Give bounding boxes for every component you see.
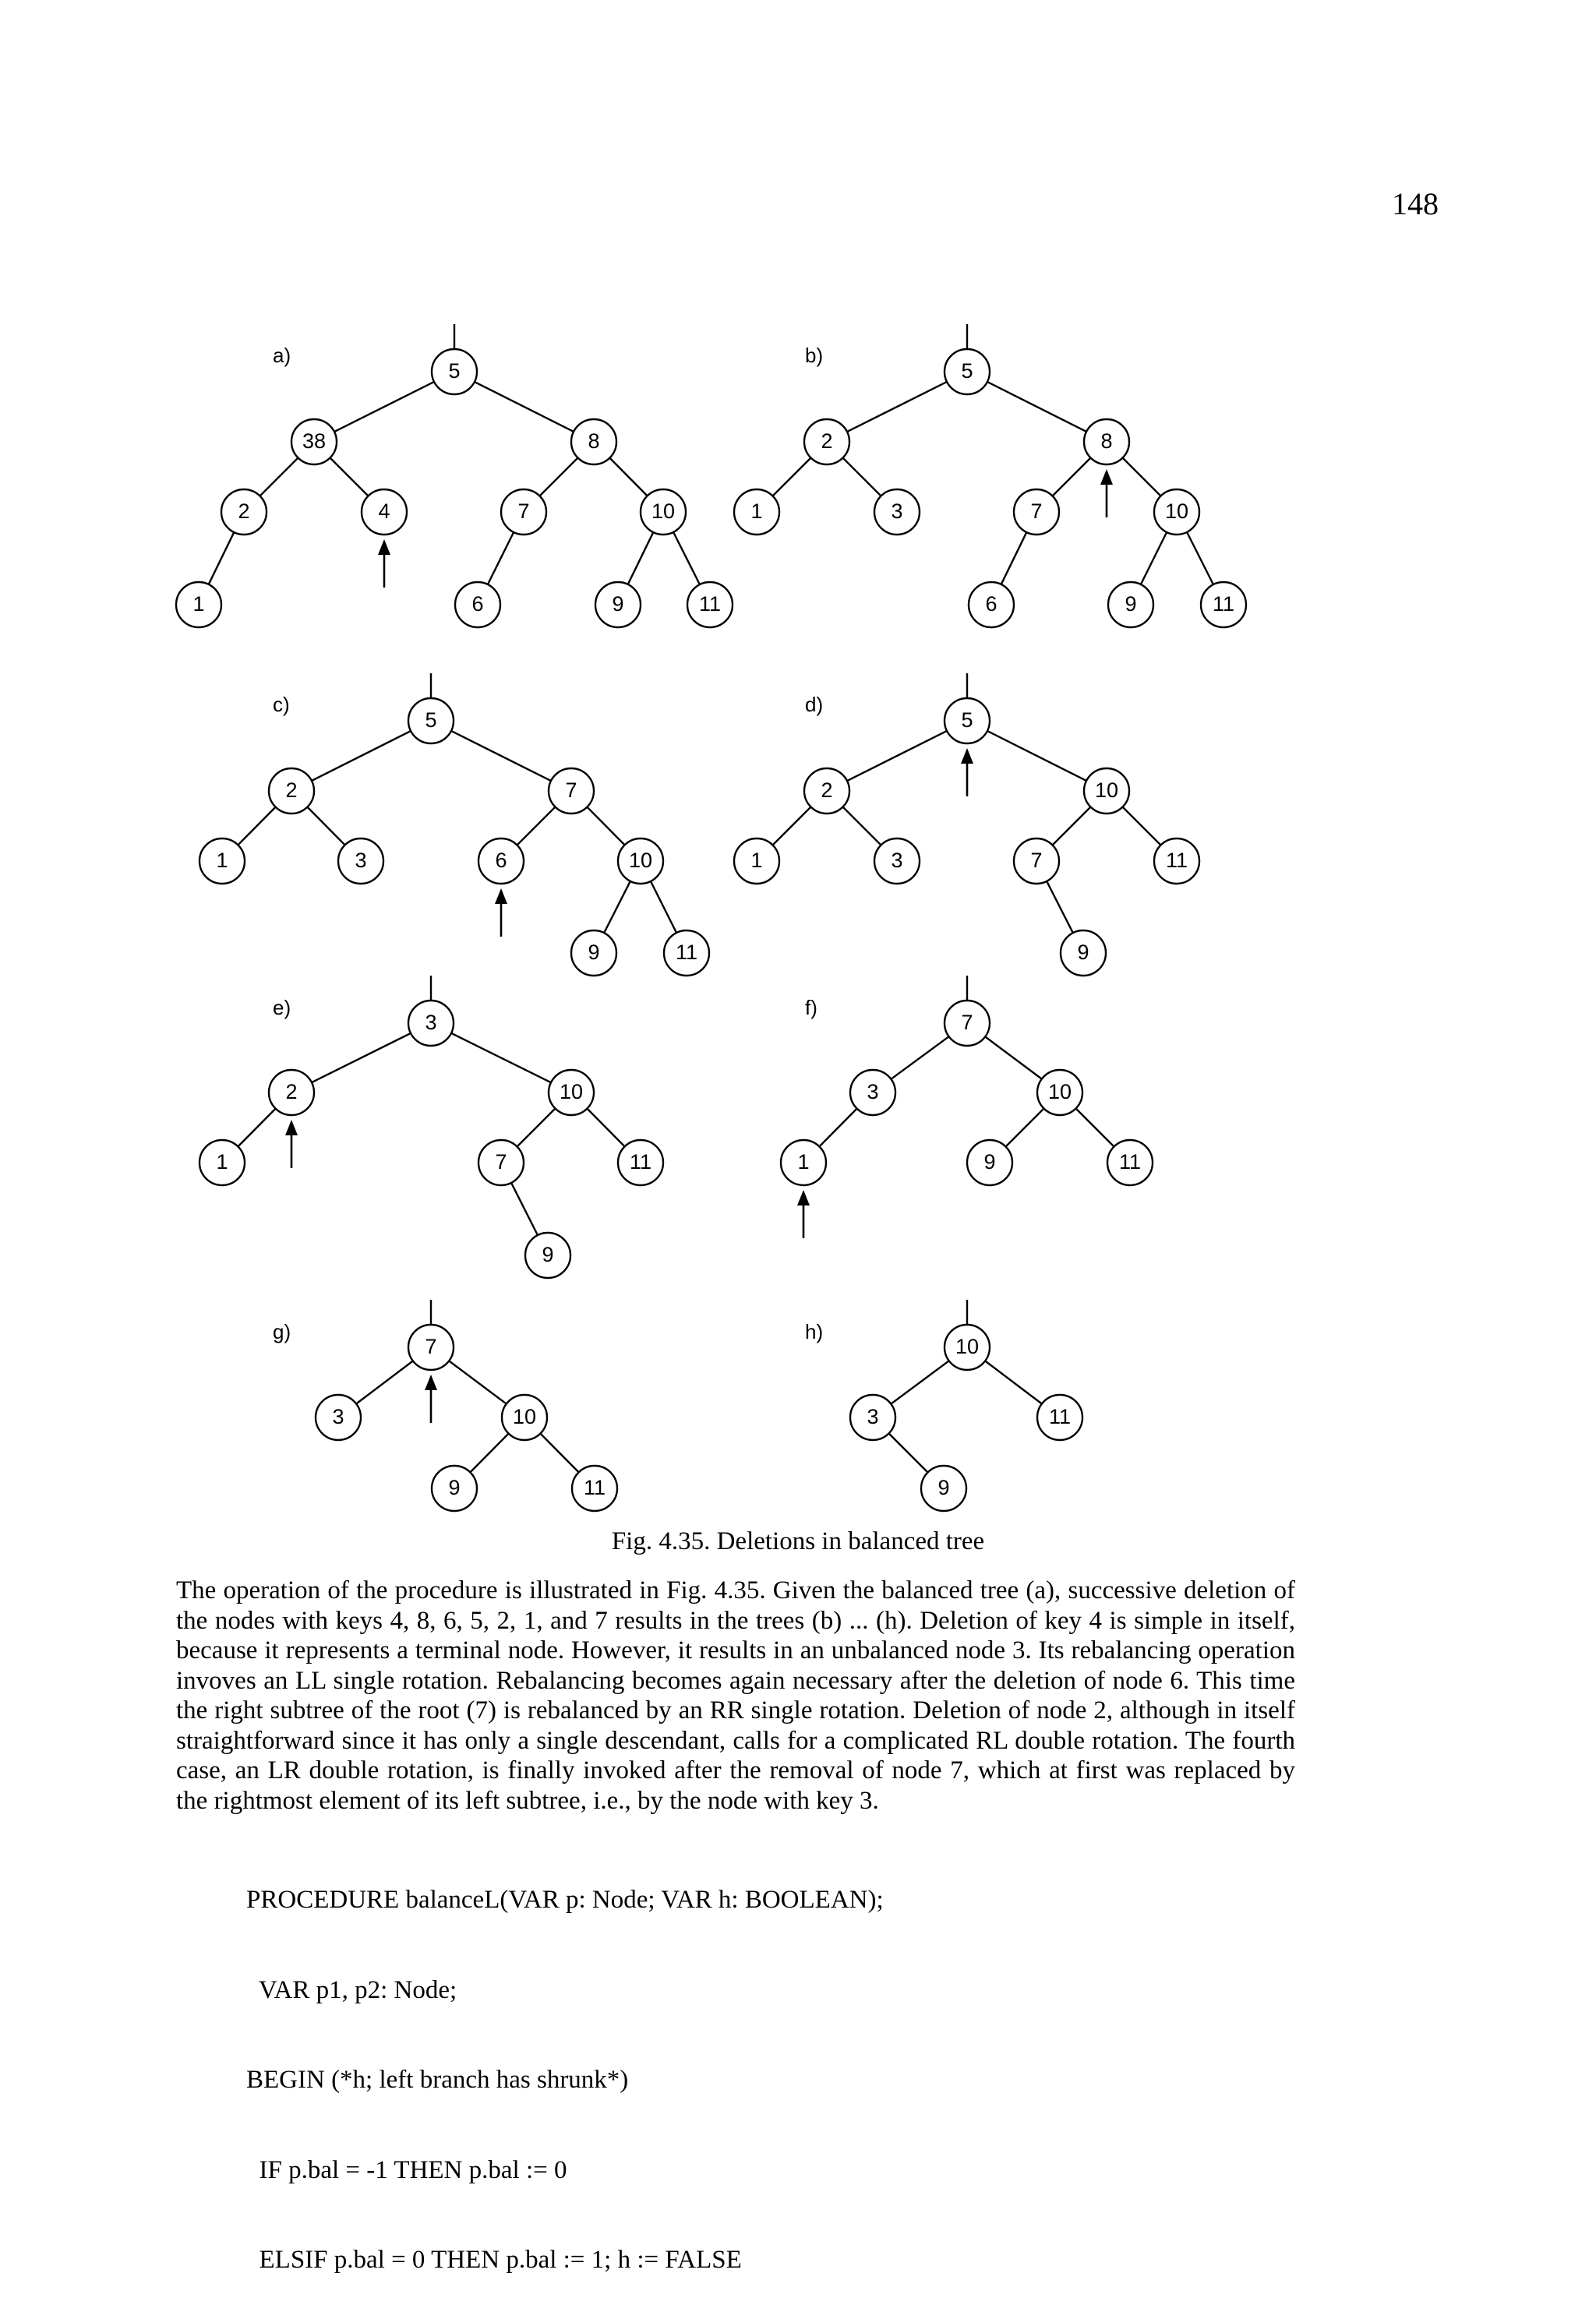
node-key: 9 xyxy=(612,592,624,616)
node-key: 11 xyxy=(1212,592,1235,616)
tree-edge xyxy=(609,458,647,496)
tree-edge xyxy=(773,458,811,496)
node-key: 38 xyxy=(302,429,327,454)
tree-edge xyxy=(819,1109,856,1147)
node-key: 9 xyxy=(1125,592,1137,616)
tree-node xyxy=(221,489,267,535)
tree-edge xyxy=(334,382,434,432)
tree-edge xyxy=(673,532,700,584)
tree-edge xyxy=(517,807,556,845)
tree-node xyxy=(362,489,407,535)
tree-edge xyxy=(451,731,551,781)
node-key: 1 xyxy=(797,1150,810,1174)
node-key: 3 xyxy=(867,1405,879,1429)
tree-edge xyxy=(1141,532,1167,584)
panel-label: b) xyxy=(805,344,824,367)
tree-node xyxy=(1154,838,1199,884)
tree-edge xyxy=(604,881,630,933)
node-key: 3 xyxy=(867,1080,879,1104)
node-key: 11 xyxy=(583,1476,606,1500)
code-line: BEGIN (*h; left branch has shrunk*) xyxy=(246,2066,629,2094)
node-key: 7 xyxy=(1030,499,1043,524)
node-key: 7 xyxy=(425,1335,437,1359)
tree-edge xyxy=(987,382,1086,432)
tree-node xyxy=(945,1001,990,1046)
tree-edge xyxy=(987,731,1086,781)
node-key: 4 xyxy=(378,499,390,524)
node-key: 11 xyxy=(675,941,698,965)
tree-node xyxy=(269,768,314,814)
tree-node xyxy=(408,1001,454,1046)
tree-edge xyxy=(651,881,676,933)
node-key: 9 xyxy=(588,941,600,965)
tree-node xyxy=(291,419,337,464)
tree-node xyxy=(408,698,454,743)
tree-edge xyxy=(470,1434,508,1473)
node-key: 7 xyxy=(517,499,530,524)
node-key: 6 xyxy=(495,849,507,873)
node-key: 10 xyxy=(559,1080,584,1104)
tree-node xyxy=(969,582,1014,627)
tree-edge xyxy=(889,1434,928,1473)
arrow-head xyxy=(961,748,973,764)
tree-node xyxy=(945,1325,990,1370)
node-key: 9 xyxy=(983,1150,996,1174)
panel-label: f) xyxy=(805,996,817,1019)
tree-node xyxy=(664,930,709,976)
node-key: 2 xyxy=(821,778,833,803)
node-key: 11 xyxy=(698,592,722,616)
tree-edge xyxy=(475,382,574,432)
code-line: ELSIF p.bal = 0 THEN p.bal := 1; h := FALSE xyxy=(246,2246,742,2274)
tree-edge xyxy=(238,807,275,845)
tree-node xyxy=(1014,838,1059,884)
tree-edge xyxy=(238,1109,275,1147)
node-key: 8 xyxy=(1100,429,1113,454)
node-key: 1 xyxy=(216,849,228,873)
tree-node xyxy=(804,419,849,464)
tree-node xyxy=(734,489,779,535)
node-key: 6 xyxy=(471,592,484,616)
tree-node xyxy=(687,582,733,627)
tree-edge xyxy=(540,458,578,496)
node-key: 5 xyxy=(961,708,973,732)
node-key: 7 xyxy=(1030,849,1043,873)
tree-edge xyxy=(1053,807,1091,845)
node-key: 1 xyxy=(750,499,763,524)
node-key: 2 xyxy=(238,499,250,524)
tree-node xyxy=(850,1395,895,1440)
node-key: 10 xyxy=(651,499,676,524)
tree-node xyxy=(502,1395,547,1440)
tree-panel xyxy=(200,976,663,1278)
node-key: 3 xyxy=(891,849,903,873)
node-key: 11 xyxy=(1165,849,1188,873)
tree-edge xyxy=(260,458,298,496)
node-key: 1 xyxy=(750,849,763,873)
node-key: 9 xyxy=(1077,941,1089,965)
figure-caption: Fig. 4.35. Deletions in balanced tree xyxy=(611,1527,985,1555)
node-key: 7 xyxy=(961,1011,973,1035)
node-key: 8 xyxy=(588,429,600,454)
tree-edge xyxy=(1001,532,1027,584)
tree-node xyxy=(967,1140,1012,1185)
tree-edge xyxy=(540,1434,578,1473)
tree-node xyxy=(200,838,245,884)
tree-node xyxy=(921,1466,966,1511)
deletion-arrow-icon xyxy=(425,1375,437,1423)
tree-edge xyxy=(891,1036,948,1079)
tree-node xyxy=(176,582,221,627)
node-key: 2 xyxy=(821,429,833,454)
panel-label: a) xyxy=(273,344,291,367)
tree-edge xyxy=(488,532,514,584)
tree-node xyxy=(549,1070,594,1115)
code-block xyxy=(246,1825,1415,2305)
tree-edge xyxy=(985,1036,1042,1078)
deletion-arrow-icon xyxy=(797,1190,810,1238)
tree-node xyxy=(549,768,594,814)
tree-panel xyxy=(200,673,709,976)
arrow-head xyxy=(378,539,390,555)
node-key: 1 xyxy=(216,1150,228,1174)
node-key: 7 xyxy=(565,778,577,803)
tree-edge xyxy=(843,458,881,496)
tree-panel xyxy=(781,976,1153,1238)
tree-node xyxy=(945,349,990,394)
node-key: 10 xyxy=(1094,778,1119,803)
tree-node xyxy=(269,1070,314,1115)
tree-edge xyxy=(307,807,344,845)
tree-node xyxy=(571,419,616,464)
tree-edge xyxy=(1076,1109,1114,1147)
deletion-arrow-icon xyxy=(961,748,973,796)
tree-panel xyxy=(273,1300,617,1511)
tree-edge xyxy=(891,1361,948,1403)
node-key: 10 xyxy=(628,849,653,873)
node-key: 6 xyxy=(985,592,998,616)
node-key: 5 xyxy=(448,359,461,383)
tree-node xyxy=(478,838,524,884)
node-key: 11 xyxy=(1118,1150,1142,1174)
tree-node xyxy=(641,489,686,535)
tree-node xyxy=(734,838,779,884)
arrow-head xyxy=(425,1375,437,1390)
node-key: 11 xyxy=(629,1150,652,1174)
tree-edge xyxy=(511,1183,538,1235)
tree-node xyxy=(1107,1140,1153,1185)
tree-node xyxy=(455,582,500,627)
tree-node xyxy=(501,489,546,535)
tree-node xyxy=(1108,582,1153,627)
node-key: 2 xyxy=(285,778,298,803)
tree-node xyxy=(1037,1395,1082,1440)
tree-panel xyxy=(805,1300,1082,1511)
tree-edge xyxy=(843,807,881,845)
tree-edge xyxy=(1123,807,1161,845)
tree-node xyxy=(618,838,663,884)
arrow-head xyxy=(797,1190,810,1205)
tree-node xyxy=(945,698,990,743)
code-line: PROCEDURE balanceL(VAR p: Node; VAR h: BOOLEAN); xyxy=(246,1886,884,1914)
tree-edge xyxy=(517,1109,556,1147)
tree-node xyxy=(781,1140,826,1185)
tree-node xyxy=(1014,489,1059,535)
tree-edge xyxy=(312,1033,411,1082)
tree-edge xyxy=(451,1033,551,1082)
tree-node xyxy=(1201,582,1246,627)
arrow-head xyxy=(285,1120,298,1135)
panel-label: d) xyxy=(805,693,824,716)
node-key: 10 xyxy=(1164,499,1189,524)
tree-node xyxy=(1084,419,1129,464)
tree-edge xyxy=(1047,881,1073,933)
arrow-head xyxy=(1100,469,1113,485)
node-key: 3 xyxy=(355,849,367,873)
tree-edge xyxy=(773,807,811,845)
tree-node xyxy=(432,349,477,394)
node-key: 5 xyxy=(425,708,437,732)
panel-label: h) xyxy=(805,1320,824,1343)
body-paragraph: The operation of the procedure is illustrated in Fig. 4.35. Given the balanced tree (a), successive deletion of the nodes with keys 4, 8, 6, 5, 2, 1, and 7 results in the trees (b) ... (h). Deletion of key 4 is simple in itself, because it represents a terminal node. However, it results in an unbalanced node 3. Its rebalancing operation invoves an LL single rotation. Rebalancing becomes again necessary after the deletion of node 6. This time the right subtree of the root (7) is rebalanced by an RR single rotation. Deletion of node 2, although in itself straightforward since it has only a single descendant, calls for a complicated RL double rotation. The fourth case, an LR double rotation, is finally invoked after the removal of node 7, which at first was replaced by the rightmost element of its left subtree, i.e., by the node with key 3. xyxy=(176,1576,1295,1815)
tree-edge xyxy=(847,731,947,781)
node-key: 7 xyxy=(495,1150,507,1174)
node-key: 3 xyxy=(891,499,903,524)
deletion-arrow-icon xyxy=(1100,469,1113,517)
panel-label: g) xyxy=(273,1320,291,1343)
panel-label: e) xyxy=(273,996,291,1019)
node-key: 2 xyxy=(285,1080,298,1104)
tree-node xyxy=(595,582,641,627)
tree-node xyxy=(1084,768,1129,814)
tree-node xyxy=(571,930,616,976)
tree-node xyxy=(1061,930,1106,976)
tree-node xyxy=(572,1466,617,1511)
tree-edge xyxy=(587,1109,624,1147)
tree-edge xyxy=(587,807,624,845)
node-key: 3 xyxy=(425,1011,437,1035)
tree-edge xyxy=(1053,458,1091,496)
tree-panel xyxy=(734,673,1199,976)
tree-node xyxy=(804,768,849,814)
tree-edge xyxy=(356,1361,413,1403)
tree-edge xyxy=(985,1361,1042,1403)
tree-edge xyxy=(330,458,369,496)
node-key: 10 xyxy=(1047,1080,1072,1104)
deletion-arrow-icon xyxy=(378,539,390,588)
tree-edge xyxy=(312,731,411,781)
node-key: 10 xyxy=(955,1335,980,1359)
tree-edge xyxy=(628,532,654,584)
tree-edge xyxy=(847,382,947,432)
tree-node xyxy=(874,489,920,535)
tree-panel xyxy=(734,324,1246,627)
deletion-arrow-icon xyxy=(495,888,507,937)
deletion-arrow-icon xyxy=(285,1120,298,1168)
panel-label: c) xyxy=(273,693,290,716)
node-key: 3 xyxy=(332,1405,344,1429)
node-key: 1 xyxy=(192,592,205,616)
node-key: 9 xyxy=(937,1476,950,1500)
tree-panel xyxy=(176,324,733,627)
arrow-head xyxy=(495,888,507,904)
tree-node xyxy=(316,1395,361,1440)
code-line: VAR p1, p2: Node; xyxy=(246,1975,457,2004)
node-key: 5 xyxy=(961,359,973,383)
tree-node xyxy=(618,1140,663,1185)
node-key: 10 xyxy=(512,1405,537,1429)
tree-node xyxy=(200,1140,245,1185)
tree-edge xyxy=(1123,458,1161,496)
page-number: 148 xyxy=(1392,186,1439,221)
tree-edge xyxy=(1187,532,1213,584)
tree-node xyxy=(850,1070,895,1115)
tree-edge xyxy=(1006,1109,1044,1147)
tree-node xyxy=(874,838,920,884)
code-line: IF p.bal = -1 THEN p.bal := 0 xyxy=(246,2155,567,2184)
tree-node xyxy=(408,1325,454,1370)
tree-node xyxy=(1154,489,1199,535)
node-key: 9 xyxy=(448,1476,461,1500)
tree-edge xyxy=(449,1361,507,1403)
tree-node xyxy=(525,1233,570,1278)
tree-edge xyxy=(209,532,235,584)
node-key: 9 xyxy=(542,1243,554,1267)
tree-node xyxy=(478,1140,524,1185)
tree-node xyxy=(338,838,383,884)
node-key: 11 xyxy=(1048,1405,1072,1429)
tree-node xyxy=(432,1466,477,1511)
tree-node xyxy=(1037,1070,1082,1115)
